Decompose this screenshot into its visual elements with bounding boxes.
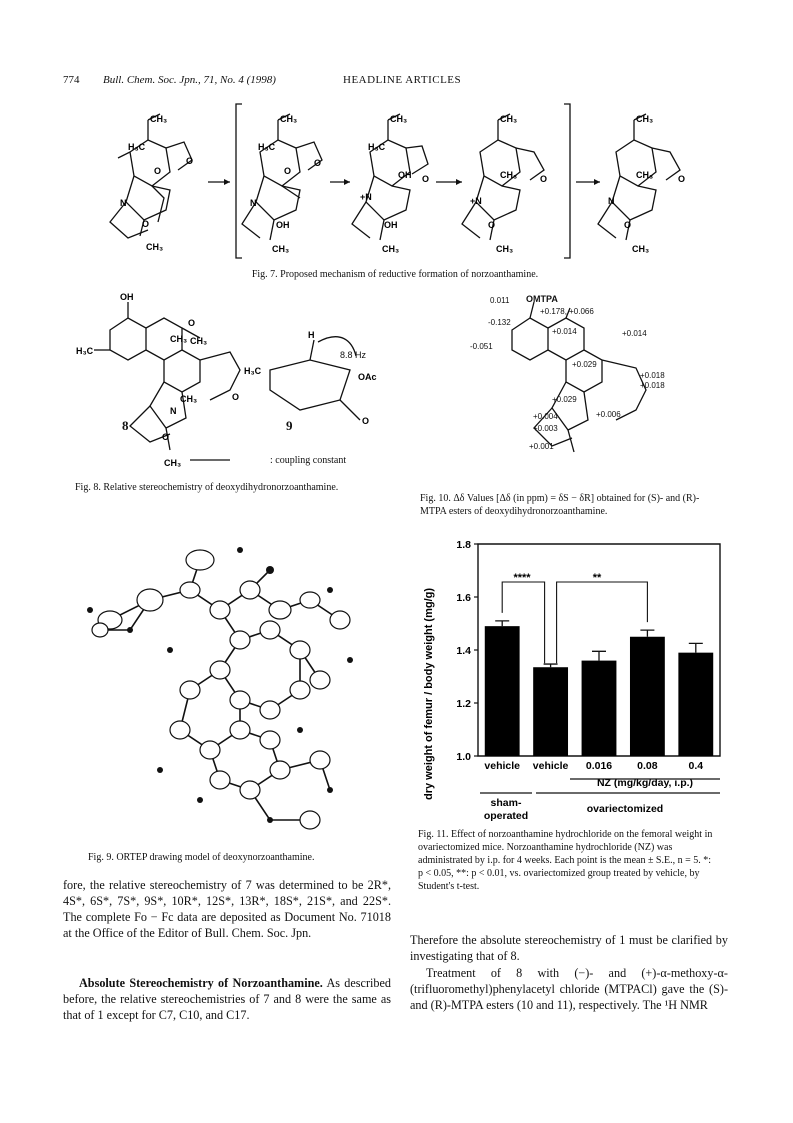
svg-text:CH₃: CH₃ [180,394,198,404]
svg-text:CH₃: CH₃ [150,114,168,124]
svg-text:O: O [188,318,196,328]
error-bar [640,630,654,637]
fig11-caption: Fig. 11. Effect of norzoanthamine hydrochloride on the femoral weight in ovariectomized mice. Norzoanthamine hydrochloride (NZ) was administrated by i.p. for 4 weeks. Each point is the mean ± S.E., n = 5. *: p < 0.05, **: p < 0.01, vs. ovariectomized group treated by vehicle, by Student's t-test. [418,829,713,892]
svg-text:H₃C: H₃C [258,142,276,152]
svg-text:O: O [488,220,496,230]
chart-sig-left: **** [513,572,531,584]
fig10-label-11: +0.004 [533,412,558,421]
fig10-label-3: -0.132 [488,318,511,327]
fig10-label-2: +0.178, +0.066 [540,307,594,316]
svg-text:O: O [624,220,632,230]
fig10-label-13: +0.006 [596,410,621,419]
body-right-text-2: Treatment of 8 with (−)- and (+)-α-methoxy-α-(trifluoromethyl)phenylacetyl chloride (MTPACl) gave the (S)- and (R)-MTPA esters (10 and 11), respectively. The ¹H NMR [410,966,728,1012]
body-right-paragraph-2 [410,965,728,1013]
svg-text:CH₃: CH₃ [280,114,298,124]
svg-text:OH: OH [384,220,398,230]
fig10-label-10: +0.029 [552,395,577,404]
svg-text:N: N [170,406,177,416]
section-title: HEADLINE ARTICLES [343,74,462,86]
svg-text:N: N [250,198,257,208]
y-tick-label: 1.0 [456,751,471,763]
category-label: 0.016 [585,760,613,772]
fig10-label-14: +0.001 [529,442,554,451]
fig10-label-5: +0.014 [622,329,647,338]
y-tick-label: 1.8 [456,539,471,551]
svg-text:O: O [154,166,162,176]
fig8-compound-8: 8 [122,418,129,433]
svg-text:O: O [284,166,292,176]
svg-text:CH₃: CH₃ [500,114,518,124]
y-tick-label: 1.4 [456,645,471,657]
y-tick-label: 1.6 [456,592,471,604]
bar [582,661,617,756]
fig8-caption: Fig. 8. Relative stereochemistry of deoxydihydronorzoanthamine. [75,482,339,493]
fig10-label-12: +0.003 [533,424,558,433]
fig10-label-7: +0.029 [572,360,597,369]
y-tick-label: 1.2 [456,698,471,710]
category-label: 0.08 [637,760,658,772]
chart-group-right: ovariectomized [586,803,664,815]
fig9-ortep-drawing [70,530,390,840]
svg-text:H: H [308,330,315,340]
fig11-bar-chart [410,536,730,831]
svg-text:CH₃: CH₃ [146,242,164,252]
body-left-section [63,975,391,1023]
chart-sig-right: ** [592,572,602,584]
svg-text:CH₃: CH₃ [496,244,514,254]
body-right-text: Therefore the absolute stereochemistry of 1 must be clarified by investigating that of 8. [410,933,728,963]
svg-text:CH₃: CH₃ [636,114,654,124]
fig8-coupling-legend: : coupling constant [270,455,347,466]
chart-xlabel: NZ (mg/kg/day, i.p.) [596,777,694,789]
category-label: 0.4 [688,760,704,772]
error-bar [592,651,606,660]
svg-text:O: O [232,392,240,402]
svg-text:+N: +N [360,192,372,202]
fig10-label-4: +0.014 [552,327,577,336]
chart-ylabel: dry weight of femur / body weight (mg/g) [423,587,435,801]
svg-text:+N: +N [470,196,482,206]
svg-text:CH₃: CH₃ [190,336,208,346]
fig10-label-8: +0.018 [640,371,665,380]
journal-citation: Bull. Chem. Soc. Jpn., 71, No. 4 (1998) [103,74,276,86]
bar [678,653,713,756]
svg-text:O: O [678,174,686,184]
svg-text:CH₃: CH₃ [390,114,408,124]
svg-text:OH: OH [276,220,290,230]
svg-text:H₃C: H₃C [76,346,94,356]
svg-text:O: O [186,156,194,166]
fig10-label-0: 0.011 [490,296,510,305]
fig7-caption: Fig. 7. Proposed mechanism of reductive formation of norzoanthamine. [251,269,539,280]
error-bar [544,664,558,667]
svg-text:OH: OH [398,170,412,180]
page-number: 774 [63,74,80,86]
section-heading: Absolute Stereochemistry of Norzoanthamine. [79,976,323,990]
svg-text:O: O [540,174,548,184]
svg-text:N: N [608,196,615,206]
svg-text:CH₃: CH₃ [500,170,518,180]
svg-text:CH₃: CH₃ [170,334,188,344]
svg-text:H₃C: H₃C [128,142,146,152]
category-label: vehicle [484,760,521,772]
fig8-compound-9: 9 [286,418,293,433]
fig10-caption: Fig. 10. Δδ Values [Δδ (in ppm) = δS − δR] obtained for (S)- and (R)-MTPA esters of deoxydihydronorzoanthamine. [420,493,700,517]
svg-text:O: O [314,158,322,168]
fig10-label-9: +0.018 [640,381,665,390]
chart-group-left: sham-operated [483,797,529,822]
svg-text:CH₃: CH₃ [272,244,290,254]
svg-text:CH₃: CH₃ [632,244,650,254]
svg-text:OH: OH [120,292,134,302]
fig8-structures [70,290,390,480]
bar [485,626,520,756]
svg-text:OAc: OAc [358,372,377,382]
fig10-label-1: OMTPA [526,294,558,304]
bar [630,637,665,756]
svg-text:O: O [162,432,170,442]
category-label: vehicle [532,760,569,772]
svg-text:CH₃: CH₃ [636,170,654,180]
svg-text:CH₃: CH₃ [382,244,400,254]
svg-text:O: O [362,416,370,426]
fig9-caption: Fig. 9. ORTEP drawing model of deoxynorzoanthamine. [88,852,315,863]
fig10-label-6: -0.051 [470,342,493,351]
significance-bracket [502,582,647,663]
fig7-scheme [100,102,700,262]
svg-text:H₃C: H₃C [368,142,386,152]
error-bar [689,643,703,652]
body-left-text-2: As described before, the relative stereochemistries of 7 and 8 were the same as that of 1 except for C7, C10, and C17. [63,976,392,1022]
svg-text:CH₃: CH₃ [164,458,182,468]
svg-text:O: O [142,219,150,229]
error-bar [495,621,509,626]
svg-text:N: N [120,198,127,208]
fig8-coupling-value: 8.8 Hz [340,350,367,360]
body-left-text: fore, the relative stereochemistry of 7 was determined to be 2R*, 4S*, 6S*, 7S*, 9S*, 10R*, 12S*, 13R*, 18S*, 21S*, and 22S*. The complete Fo − Fc data are deposited as Document No. 71018 at the Office of the Editor of Bull. Chem. Soc. Jpn. [63,878,391,940]
bar [533,667,568,756]
body-left-paragraph [63,877,391,941]
svg-text:H₃C: H₃C [244,366,262,376]
body-right-paragraph [410,932,728,964]
svg-text:O: O [422,174,430,184]
